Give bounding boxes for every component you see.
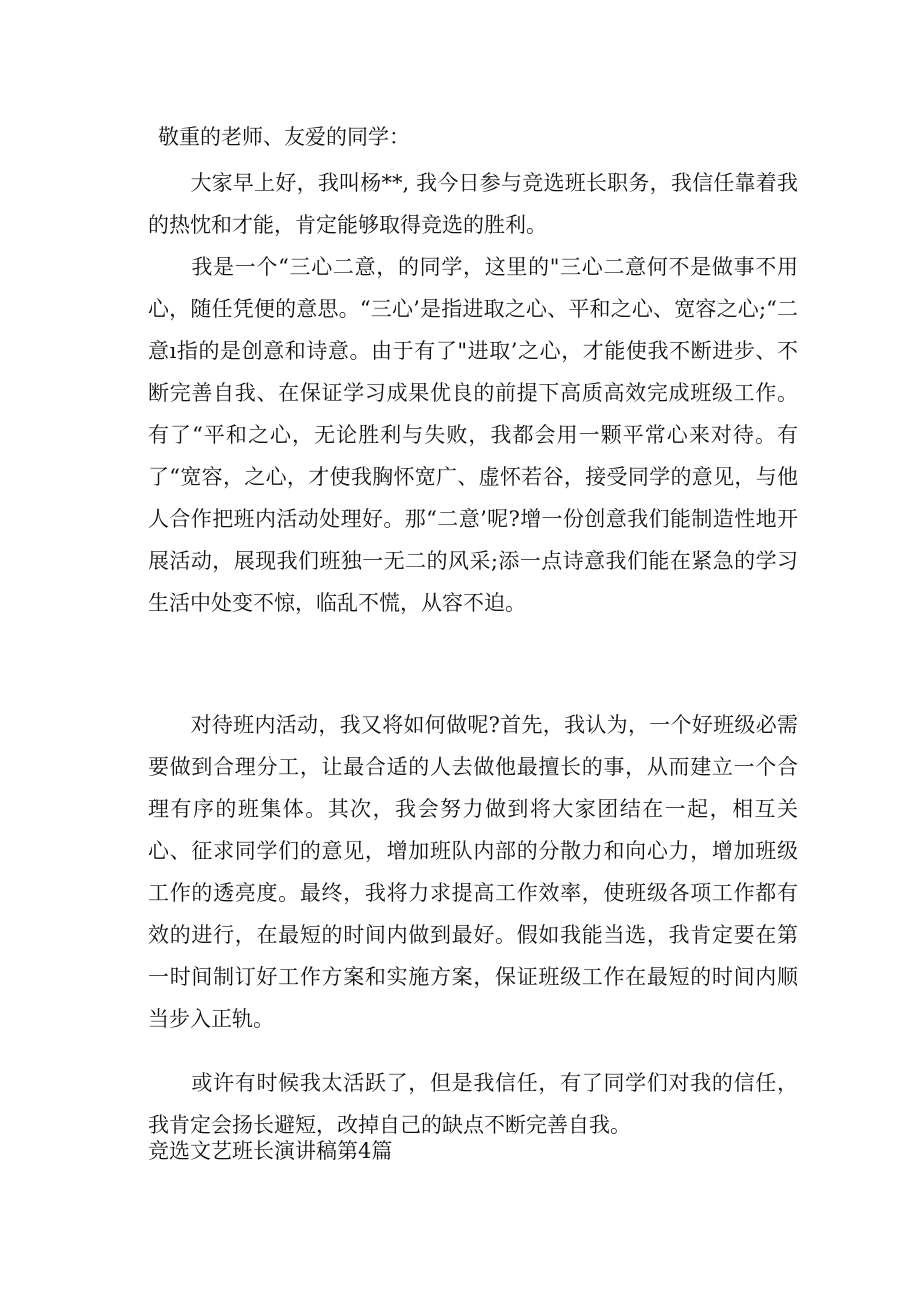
- paragraph-intro: 大家早上好，我叫杨**, 我今日参与竞选班长职务，我信任靠着我的热忱和才能，肯定能够取得竞选的胜利。: [148, 171, 798, 237]
- next-section-title: 竞选文艺班长演讲稿第4篇: [148, 1139, 393, 1163]
- salutation: 敬重的老师、友爱的同学：: [158, 125, 410, 149]
- paragraph-class-activities: 对待班内活动，我又将如何做呢?首先，我认为，一个好班级必需要做到合理分工，让最合适的人去做他最擅长的事，从而建立一个合理有序的班集体。其次，我会努力做到将大家团结在一起，相互关心、征求同学们的意见，增加班队内部的分散力和向心力，增加班级工作的透亮度。最终，我将力求提高工作效率，使班级各项工作都有效的进行，在最短的时间内做到最好。假如我能当选，我肯定要在第一时间制订好工作方案和实施方案，保证班级工作在最短的时间内顺当步入正轨。: [148, 713, 798, 1031]
- paragraph-three-hearts: 我是一个“三心二意，的同学，这里的"三心二意何不是做事不用心，随任凭便的意思。“三心’是指进取之心、平和之心、宽容之心;“二意ı指的是创意和诗意。由于有了"进取’之心，才能使我不断进步、不断完善自我、在保证学习成果优良的前提下高质高效完成班级工作。有了“平和之心，无论胜利与失败，我都会用一颗平常心来对待。有了“宽容，之心，才使我胸怀宽广、虚怀若谷，接受同学的意见，与他人合作把班内活动处理好。那“二意’呢?增一份创意我们能制造性地开展活动，展现我们班独一无二的风采;添一点诗意我们能在紧急的学习生活中处变不惊，临乱不慌，从容不迫。: [148, 255, 798, 615]
- paragraph-closing: 或许有时候我太活跃了，但是我信任，有了同学们对我的信任，我肯定会扬长避短，改掉自己的缺点不断完善自我。: [148, 1071, 798, 1137]
